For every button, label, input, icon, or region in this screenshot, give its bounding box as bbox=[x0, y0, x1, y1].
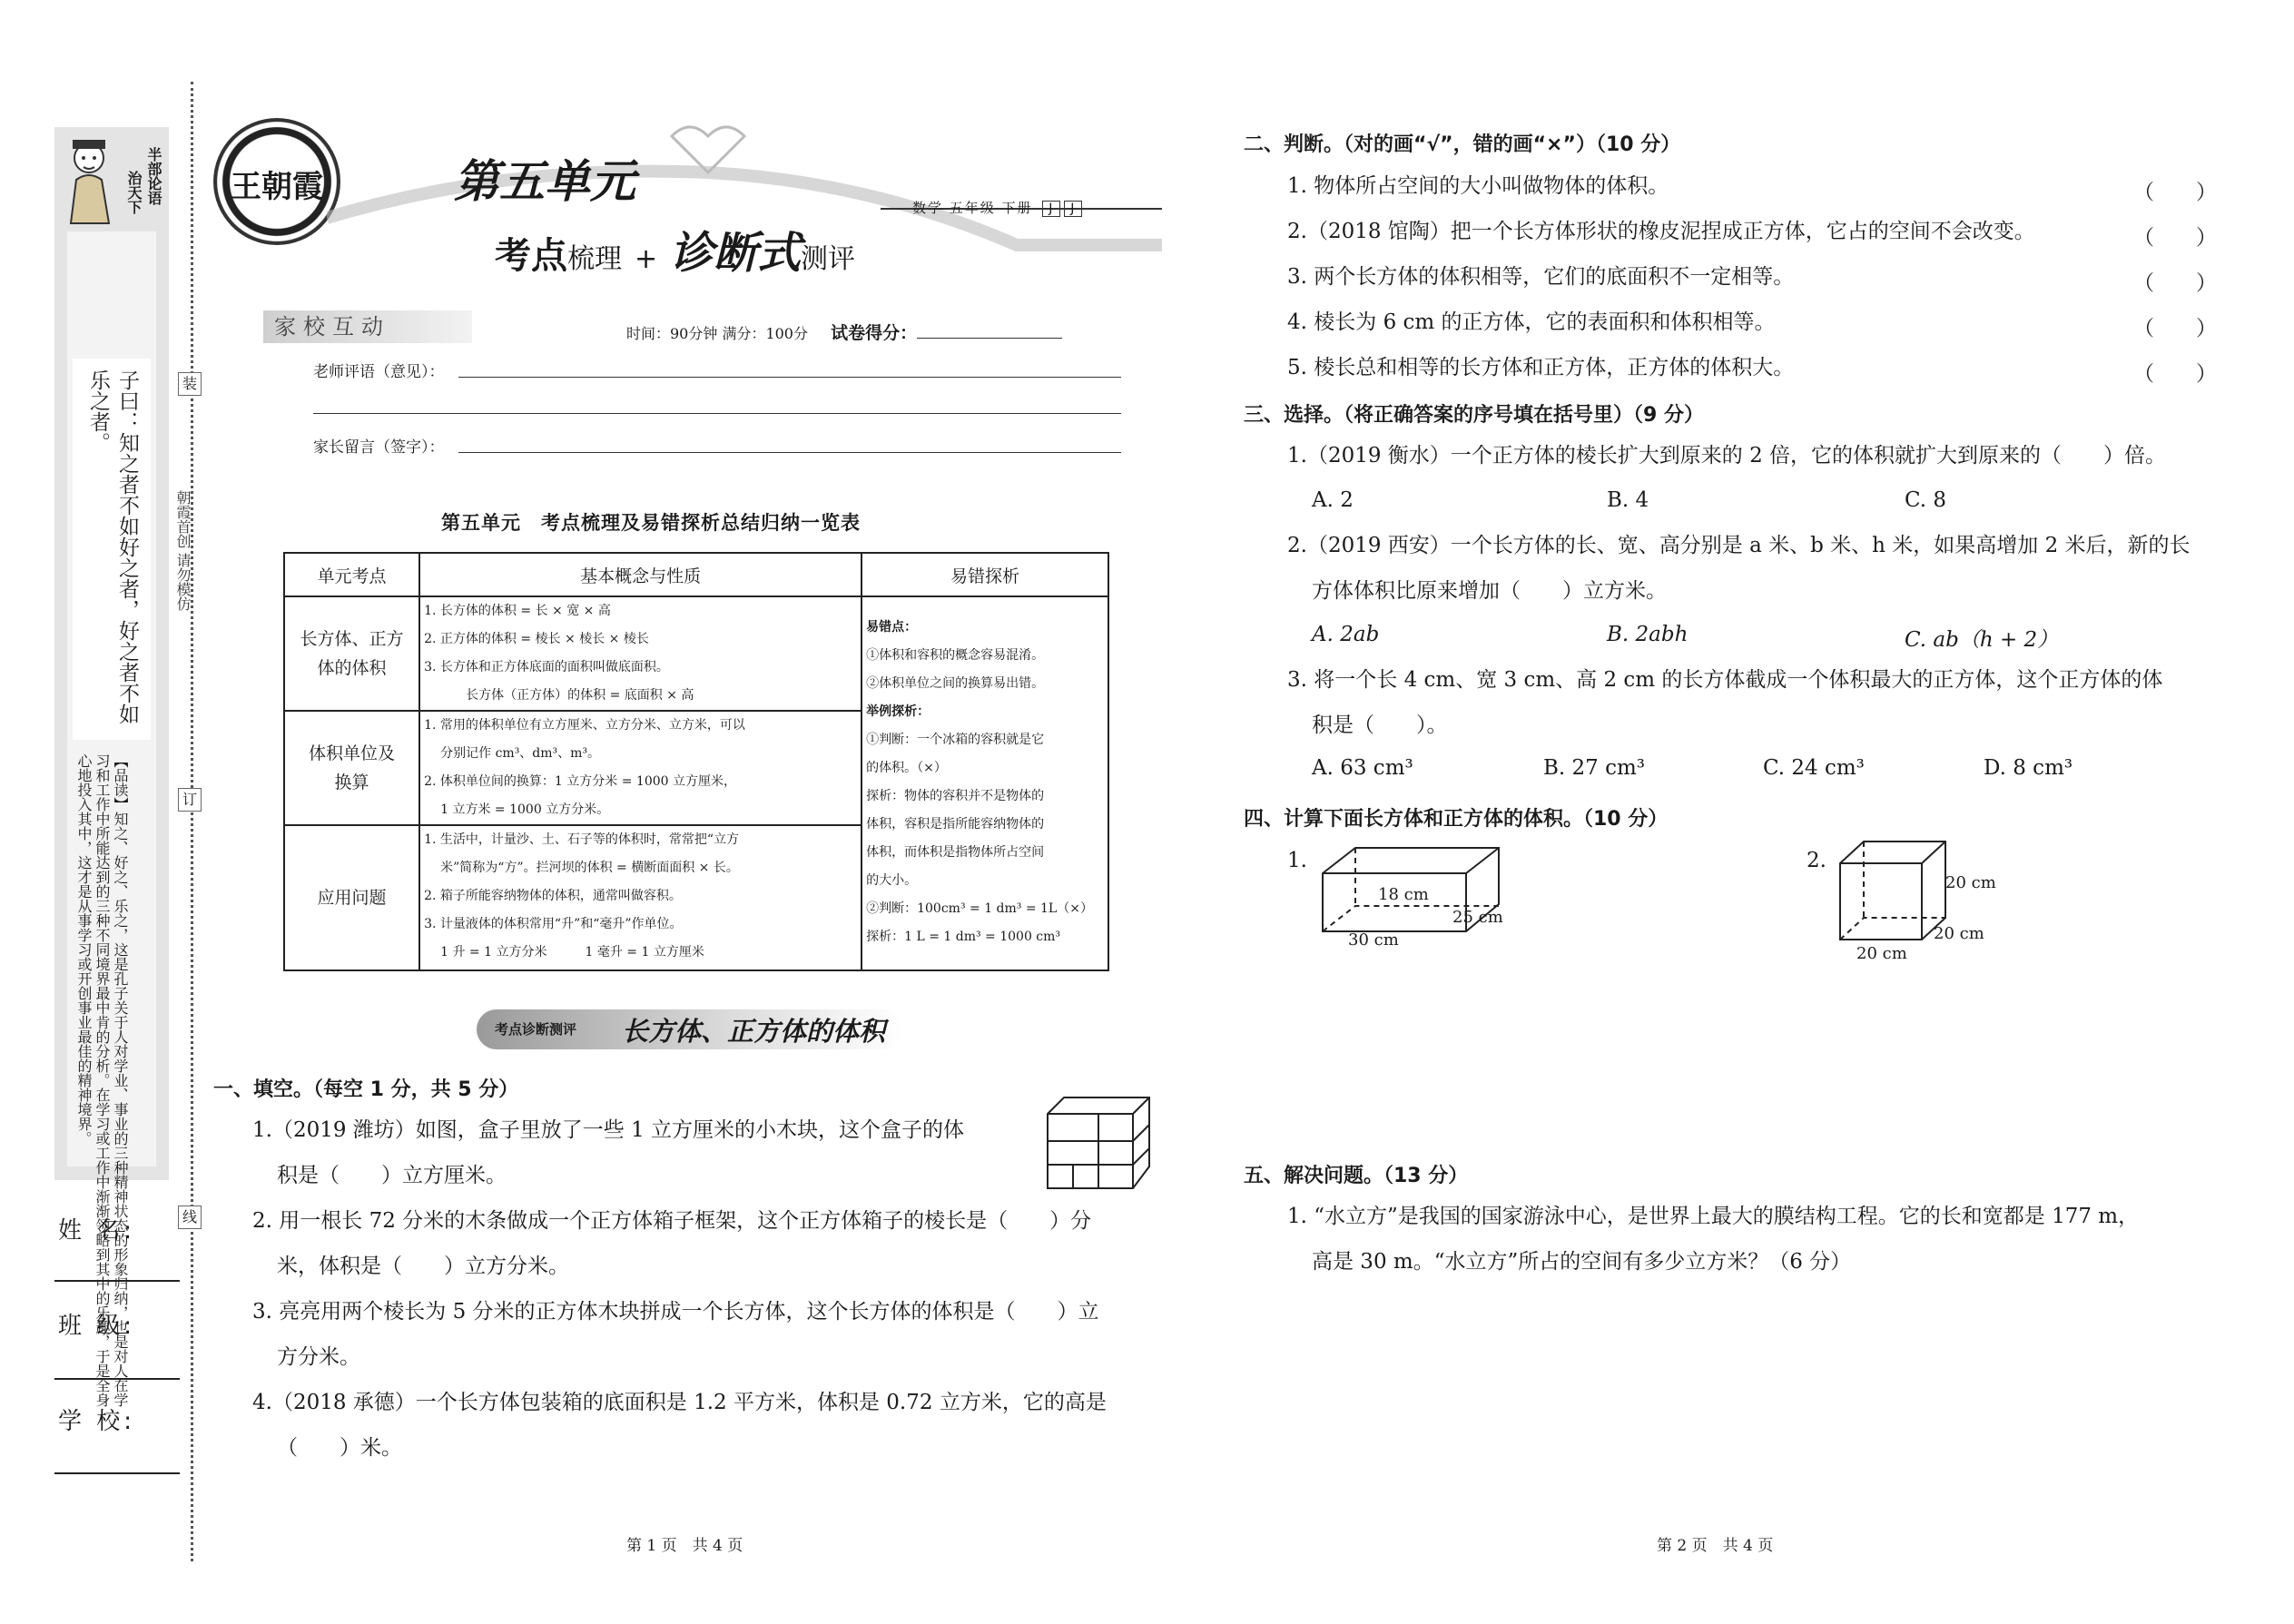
answer-paren-4[interactable]: （ ） bbox=[2133, 317, 2217, 340]
parent-comment-field[interactable] bbox=[458, 452, 1121, 453]
choice-1-c[interactable]: C. 8 bbox=[1905, 488, 1947, 512]
q1-line1: 1.（2019 潍坊）如图，盒子里放了一些 1 立方厘米的小木块，这个盒子的体 bbox=[252, 1118, 965, 1142]
judge-3: 3. 两个长方体的体积相等，它们的底面积不一定相等。 bbox=[1287, 265, 1795, 289]
table-header-row bbox=[284, 553, 1108, 596]
judge-4: 4. 棱长为 6 cm 的正方体，它的表面积和体积相等。 bbox=[1287, 310, 1776, 334]
concept-line: 2. 箱子所能容纳物体的体积，通常叫做容积。 bbox=[424, 889, 682, 903]
copyright-note: 朝霞首创 请勿模仿 bbox=[174, 490, 192, 612]
problem-1-line2: 高是 30 m。“水立方”所占的空间有多少立方米？（6 分） bbox=[1312, 1250, 1852, 1274]
q3-line2: 方分米。 bbox=[277, 1345, 360, 1369]
banner-title: 长方体、正方体的体积 bbox=[622, 1016, 886, 1047]
mistakes-cell bbox=[861, 596, 1108, 970]
edition-1: J bbox=[1042, 201, 1060, 217]
part1-heading: 一、填空。（每空 1 分，共 5 分） bbox=[213, 1078, 519, 1101]
q2-line1: 2. 用一根长 72 分米的木条做成一个正方体箱子框架，这个正方体箱子的棱长是（ ）分 bbox=[252, 1209, 1092, 1233]
mistake-line: ①判断：一个冰箱的容积就是它 bbox=[866, 733, 1045, 747]
concept-line: 2. 正方体的体积 = 棱长 × 棱长 × 棱长 bbox=[424, 632, 649, 646]
cut-mark-2: 订 bbox=[178, 788, 202, 812]
q3-line1: 3. 亮亮用两个棱长为 5 分米的正方体木块拼成一个长方体，这个长方体的体积是（ ）立 bbox=[252, 1300, 1099, 1324]
choice-3-d[interactable]: D. 8 cm³ bbox=[1984, 756, 2073, 780]
grade-text: 数学 五年级 下册 bbox=[912, 200, 1033, 216]
class-label: 班 级: bbox=[58, 1313, 136, 1340]
concept-line: 2. 体积单位间的换算：1 立方分米 = 1000 立方厘米， bbox=[424, 774, 736, 789]
topic-line: 长方体、正方 bbox=[300, 629, 404, 649]
summary-title: 第五单元 考点梳理及易错探析总结归纳一览表 bbox=[441, 512, 861, 534]
grade-tag bbox=[912, 198, 1082, 217]
choice-3-a[interactable]: A. 63 cm³ bbox=[1312, 756, 1413, 780]
concepts-cell bbox=[419, 825, 861, 970]
answer-paren-3[interactable]: （ ） bbox=[2133, 271, 2217, 295]
page-number-right: 第 2 页 共 4 页 bbox=[1657, 1537, 1774, 1555]
page-number-left: 第 1 页 共 4 页 bbox=[626, 1537, 743, 1555]
concept-line: 3. 计量液体的体积常用“升”和“毫升”作单位。 bbox=[424, 917, 683, 931]
concept-line: 1 升 = 1 立方分米 1 毫升 = 1 立方厘米 bbox=[440, 945, 704, 960]
q1-line2: 积是（ ）立方厘米。 bbox=[277, 1164, 507, 1187]
sub-title bbox=[495, 218, 855, 281]
problem-1-line1: 1. “水立方”是我国的国家游泳中心，是世界上最大的膜结构工程。它的长和宽都是 177 m， bbox=[1287, 1205, 2140, 1228]
topic-line: 应用问题 bbox=[317, 888, 387, 908]
topic-cell bbox=[284, 825, 419, 970]
cube-figure bbox=[1838, 840, 1947, 944]
answer-paren-1[interactable]: （ ） bbox=[2133, 181, 2217, 204]
mistake-line: 探析：物体的容积并不是物体的 bbox=[866, 789, 1045, 803]
brand-logo bbox=[213, 118, 340, 245]
answer-paren-5[interactable]: （ ） bbox=[2133, 362, 2217, 386]
fig1-height: 18 cm bbox=[1378, 885, 1429, 904]
q4-line1: 4.（2018 承德）一个长方体包装箱的底面积是 1.2 平方米，体积是 0.72 立方米，它的高是 bbox=[252, 1391, 1107, 1414]
header-mistakes: 易错探析 bbox=[861, 553, 1108, 596]
school-line[interactable] bbox=[54, 1472, 180, 1474]
choice-3-c[interactable]: C. 24 cm³ bbox=[1763, 756, 1865, 780]
logo-text: 王朝霞 bbox=[231, 169, 323, 205]
mistake-line: 易错点： bbox=[866, 620, 918, 635]
topic-line: 体积单位及 bbox=[309, 743, 396, 763]
unit-title: 第五单元 bbox=[454, 155, 635, 208]
concept-line: 米”简称为“方”。拦河坝的体积 = 横断面面积 × 长。 bbox=[440, 861, 739, 875]
concept-line: 1. 长方体的体积 = 长 × 宽 × 高 bbox=[424, 604, 611, 618]
sub-title-4: 诊断式 bbox=[670, 228, 802, 279]
choice-3-line2: 积是（ ）。 bbox=[1312, 714, 1448, 737]
confucius-icon bbox=[60, 134, 122, 225]
mistake-line: 体积，容积是指所能容纳物体的 bbox=[866, 817, 1045, 832]
judge-2: 2.（2018 馆陶）把一个长方体形状的橡皮泥捏成正方体，它占的空间不会改变。 bbox=[1287, 220, 2035, 243]
mistake-line: ①体积和容积的概念容易混淆。 bbox=[866, 648, 1045, 663]
sub-title-1: 考点 bbox=[495, 235, 567, 277]
school-label: 学 校: bbox=[58, 1408, 136, 1435]
motto-box bbox=[73, 359, 151, 740]
choice-1: 1.（2019 衡水）一个正方体的棱长扩大到原来的 2 倍，它的体积就扩大到原来的（ ）倍。 bbox=[1287, 444, 2167, 468]
cut-line bbox=[191, 82, 193, 1561]
name-label: 姓 名: bbox=[58, 1217, 136, 1245]
sub-title-3: + bbox=[634, 243, 658, 275]
part4-heading: 四、计算下面长方体和正方体的体积。（10 分） bbox=[1244, 808, 1669, 831]
topic-cell bbox=[284, 711, 419, 825]
fig2-width: 20 cm bbox=[1934, 924, 1984, 943]
part3-heading: 三、选择。（将正确答案的序号填在括号里）（9 分） bbox=[1244, 404, 1704, 427]
section-banner bbox=[477, 1009, 903, 1049]
score-field[interactable] bbox=[917, 338, 1062, 339]
fig2-number: 2. bbox=[1807, 849, 1826, 872]
choice-2-b[interactable]: B. 2abh bbox=[1607, 623, 1689, 646]
banner-small: 考点诊断测评 bbox=[495, 1021, 577, 1038]
mistake-line: 的体积。（×） bbox=[866, 761, 947, 775]
choice-2-c[interactable]: C. ab（h + 2） bbox=[1905, 628, 2059, 652]
teacher-comment-field[interactable] bbox=[458, 377, 1121, 378]
concept-line: 分别记作 cm³、dm³、m³。 bbox=[440, 746, 601, 761]
mistake-line: 探析：1 L = 1 dm³ = 1000 cm³ bbox=[866, 930, 1061, 944]
concept-line: 1. 常用的体积单位有立方厘米、立方分米、立方米，可以 bbox=[424, 718, 745, 733]
choice-2-line1: 2.（2019 西安）一个长方体的长、宽、高分别是 a 米、b 米、h 米，如果高增加 2 米后，新的长 bbox=[1287, 534, 2191, 557]
mistake-line: 举例探析： bbox=[866, 704, 930, 719]
edition-2: J bbox=[1064, 201, 1082, 217]
mistake-line: ②判断：100cm³ = 1 dm³ = 1L（×） bbox=[866, 901, 1093, 916]
topic-line: 换算 bbox=[334, 773, 369, 792]
header-concepts: 基本概念与性质 bbox=[419, 553, 861, 596]
mistake-line: 的大小。 bbox=[866, 873, 918, 888]
choice-2-line2: 方体体积比原来增加（ ）立方米。 bbox=[1312, 579, 1667, 603]
summary-table bbox=[283, 552, 1109, 971]
concepts-cell bbox=[419, 711, 861, 825]
concept-line: 3. 长方体和正方体底面的面积叫做底面积。 bbox=[424, 660, 669, 674]
choice-3-line1: 3. 将一个长 4 cm、宽 3 cm、高 2 cm 的长方体截成一个体积最大的正方体，这个正方体的体 bbox=[1287, 668, 2163, 692]
header-topic: 单元考点 bbox=[284, 553, 419, 596]
exam-meta bbox=[626, 320, 1062, 344]
sub-title-2: 梳理 bbox=[567, 243, 622, 275]
fig1-width: 25 cm bbox=[1452, 908, 1503, 927]
q2-line2: 米，体积是（ ）立方分米。 bbox=[277, 1255, 569, 1278]
score-label: 试卷得分： bbox=[831, 323, 918, 343]
teacher-comment-label: 老师评语（意见）： bbox=[313, 363, 445, 381]
choice-3-b[interactable]: B. 27 cm³ bbox=[1543, 756, 1646, 780]
cut-mark-1: 装 bbox=[178, 372, 202, 396]
judge-5: 5. 棱长总和相等的长方体和正方体，正方体的体积大。 bbox=[1287, 356, 1795, 379]
topic-line: 体的体积 bbox=[317, 658, 387, 678]
home-school-badge: 家校互动 bbox=[263, 310, 472, 343]
fig2-height: 20 cm bbox=[1945, 873, 1996, 892]
answer-paren-2[interactable]: （ ） bbox=[2133, 226, 2217, 250]
q4-line2: （ ）米。 bbox=[277, 1436, 402, 1460]
fig1-number: 1. bbox=[1287, 849, 1307, 872]
topic-cell bbox=[284, 596, 419, 711]
pindu-text: 【品读】知之、好之、乐之，这是孔子关于人对学业、事业的三种精神状态的形象归纳，也是对人在学习和工作中所能达到的三种不同境界最中肯的分析。在学习或工作中渐渐领略到其中的乐趣，于是全身心地投入其中，这才是从事学习或开创事业最佳的精神境界。 bbox=[75, 753, 129, 1407]
concept-line: 1 立方米 = 1000 立方分米。 bbox=[440, 802, 610, 817]
table-row bbox=[284, 596, 1108, 711]
choice-1-b[interactable]: B. 4 bbox=[1607, 488, 1649, 512]
concept-line: 长方体（正方体）的体积 = 底面积 × 高 bbox=[466, 688, 694, 703]
fig2-length: 20 cm bbox=[1856, 944, 1907, 963]
box-figure bbox=[1044, 1094, 1153, 1192]
fig1-length: 30 cm bbox=[1348, 930, 1399, 950]
name-line[interactable] bbox=[54, 1280, 180, 1282]
judge-1: 1. 物体所占空间的大小叫做物体的体积。 bbox=[1287, 174, 1669, 198]
part2-heading: 二、判断。（对的画“√”，错的画“×”）（10 分） bbox=[1244, 133, 1681, 156]
concept-line: 1. 生活中，计量沙、土、石子等的体积时，常常把“立方 bbox=[424, 832, 740, 847]
concepts-cell bbox=[419, 596, 861, 711]
strip-heading-2: 治天下 bbox=[125, 171, 143, 214]
parent-comment-label: 家长留言（签字）： bbox=[313, 438, 445, 457]
part5-heading: 五、解决问题。（13 分） bbox=[1244, 1165, 1469, 1187]
strip-heading: 半部论语 bbox=[145, 147, 162, 205]
mistake-line: ②体积单位之间的换算易出错。 bbox=[866, 676, 1045, 691]
sub-title-5: 测评 bbox=[801, 243, 856, 275]
comment-extra-line[interactable] bbox=[313, 413, 1121, 414]
mistake-line: 体积，而体积是指物体所占空间 bbox=[866, 845, 1045, 860]
choice-2-a[interactable]: A. 2ab bbox=[1312, 623, 1380, 646]
choice-1-a[interactable]: A. 2 bbox=[1312, 488, 1354, 512]
class-line[interactable] bbox=[54, 1378, 180, 1380]
motto-text: 子曰：知之者不如好之者，好之者不如乐之者。 bbox=[86, 369, 139, 724]
exam-time: 时间：90分钟 满分：100分 bbox=[626, 325, 808, 342]
cut-mark-3: 线 bbox=[178, 1206, 202, 1229]
